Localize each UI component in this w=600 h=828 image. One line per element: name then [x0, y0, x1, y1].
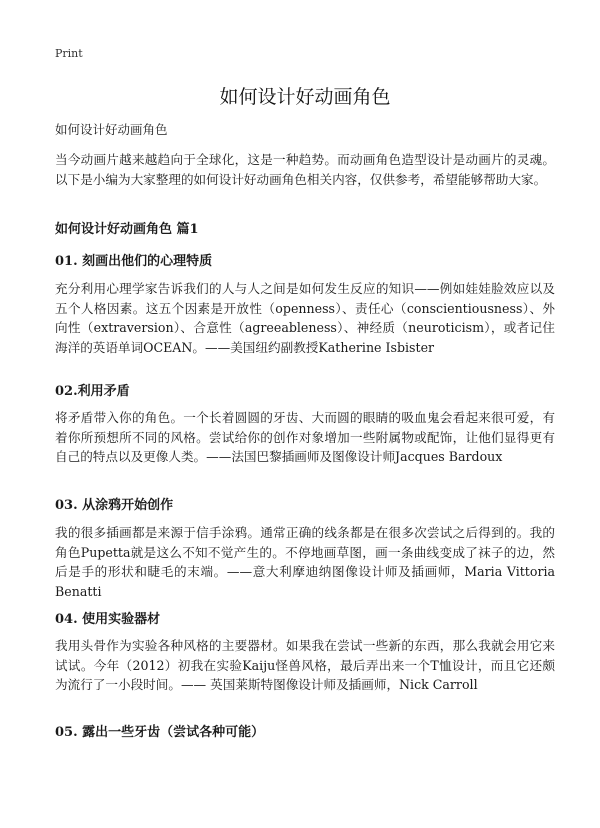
print-label: Print	[55, 47, 83, 60]
part-heading: 如何设计好动画角色 篇1	[55, 222, 199, 237]
section-body-2: 将矛盾带入你的角色。一个长着圆圆的牙齿、大而圆的眼睛的吸血鬼会看起来很可爱，有着你所预想所不同的风格。尝试给你的创作对象增加一些附属物或配饰，让他们显得更有自己的特点以及更像人类。——法国巴黎插画师及图像设计师Jacques Bardoux	[55, 410, 555, 464]
section-heading-1: 01. 刻画出他们的心理特质	[55, 254, 213, 269]
section-heading-3: 03. 从涂鸦开始创作	[55, 498, 174, 513]
section-heading-4: 04. 使用实验器材	[55, 612, 161, 627]
section-body-1: 充分利用心理学家告诉我们的人与人之间是如何发生反应的知识——例如娃娃脸效应以及五个人格因素。这五个因素是开放性（openness）、责任心（conscientiousness）、外向性（extraversion）、合意性（agreeableness）、神经质（neuroticism），或者记住海洋的英语单词OCEAN。——美国纽约副教授Katherine Isbister	[55, 281, 555, 355]
section-heading-2: 02.利用矛盾	[55, 384, 130, 399]
intro-paragraph: 当今动画片越来越趋向于全球化，这是一种趋势。而动画角色造型设计是动画片的灵魂。以下是小编为大家整理的如何设计好动画角色相关内容，仅供参考，希望能够帮助大家。	[55, 152, 555, 187]
section-body-3: 我的很多插画都是来源于信手涂鸦。通常正确的线条都是在很多次尝试之后得到的。我的角色Pupetta就是这么不知不觉产生的。不停地画草图，画一条曲线变成了袜子的边，然后是手的形状和睫毛的末端。——意大利摩迪纳图像设计师及插画师，Maria Vittoria Benatti	[55, 525, 555, 599]
section-heading-5: 05. 露出一些牙齿（尝试各种可能）	[55, 725, 265, 740]
section-body-4: 我用头骨作为实验各种风格的主要器材。如果我在尝试一些新的东西，那么我就会用它来试试。今年（2012）初我在实验Kaiju怪兽风格，最后弄出来一个T恤设计，而且它还颇为流行了一小段时间。—— 英国莱斯特图像设计师及插画师，Nick Carroll	[55, 638, 555, 692]
document-subtitle: 如何设计好动画角色	[55, 122, 168, 137]
document-title: 如何设计好动画角色	[219, 86, 391, 108]
